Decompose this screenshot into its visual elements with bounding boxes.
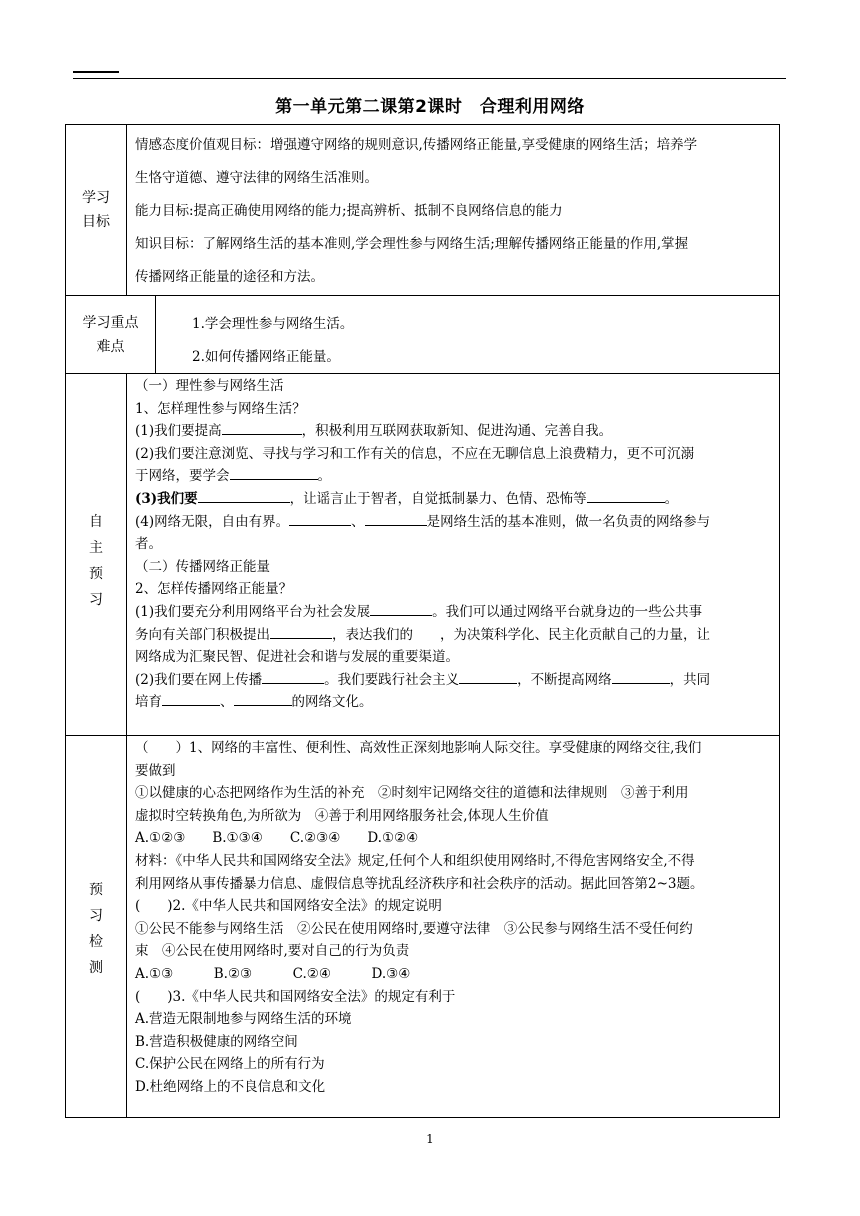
material-line: 材料：《中华人民共和国网络安全法》规定,任何个人和组织使用网络时,不得危害网络安全,不得 — [135, 852, 695, 869]
test-text — [135, 737, 704, 1099]
preview-line: (2)我们要注意浏览、寻找与学习和工作有关的信息，不应在无聊信息上浪费精力，更不可沉溺 — [135, 445, 695, 462]
preview-text — [135, 375, 710, 714]
choice-line: D.杜绝网络上的不良信息和文化 — [135, 1078, 326, 1095]
preview-line: 于网络，要学会 。 — [135, 465, 710, 488]
column-divider — [126, 125, 127, 295]
preview-line: (2)我们要在网上传播 。我们要践行社会主义 ，不断提高网络 ，共同 — [135, 669, 710, 692]
objective-line: 生恪守道德、遵守法律的网络生活准则。 — [135, 170, 378, 186]
answer-blank[interactable] — [230, 465, 318, 480]
test-label: 预 习 检 测 — [89, 882, 103, 976]
lesson-table — [65, 124, 780, 1118]
key-point-item: 2.如何传播网络正能量。 — [192, 349, 340, 365]
answer-blank[interactable] — [612, 669, 670, 684]
option-line: 虚拟时空转换角色,为所欲为 ④善于利用网络服务社会,体现人生价值 — [135, 807, 549, 824]
option-line: ①公民不能参与网络生活 ②公民在使用网络时,要遵守法律 ③公民参与网络生活不受任何约 — [135, 920, 693, 937]
header-rule — [73, 78, 786, 79]
question-heading: 1、怎样理性参与网络生活？ — [135, 400, 306, 417]
column-divider — [126, 373, 127, 1117]
section-heading: （二）传播网络正能量 — [135, 558, 270, 575]
answer-blank[interactable] — [270, 624, 332, 639]
objective-line: 传播网络正能量的途径和方法。 — [135, 269, 324, 285]
preview-line: (1)我们要充分利用网络平台为社会发展 。我们可以通过网络平台就身边的一些公共事 — [135, 601, 710, 624]
row-divider — [66, 373, 779, 374]
objective-line: 能力目标:提高正确使用网络的能力;提高辨析、抵制不良网络信息的能力 — [135, 203, 563, 219]
column-divider — [155, 295, 156, 373]
question-heading: 2、怎样传播网络正能量？ — [135, 581, 293, 598]
question-line: （ ）1、网络的丰富性、便利性、高效性正深刻地影响人际交往。享受健康的网络交往,我们 — [135, 740, 702, 756]
option-line: 束 ④公民在使用网络时,要对自己的行为负责 — [135, 943, 410, 960]
choice-line: A.①②③ B.①③④ C.②③④ D.①②④ — [135, 830, 419, 847]
page-title: 第一单元第二课第2课时 合理利用网络 — [275, 97, 585, 117]
preview-line: 培育 、 的网络文化。 — [135, 691, 710, 714]
choice-line: B.营造积极健康的网络空间 — [135, 1033, 298, 1050]
preview-line: 务向有关部门积极提出 ，表达我们的 ，为决策科学化、民主化贡献自己的力量，让 — [135, 624, 710, 647]
key-points-text — [192, 308, 353, 374]
key-point-item: 1.学会理性参与网络生活。 — [192, 316, 354, 332]
preview-line: (3)我们要 ，让谣言止于智者，自觉抵制暴力、色情、恐怖等 。 — [135, 488, 710, 511]
objective-line: 知识目标：了解网络生活的基本准则,学会理性参与网络生活;理解传播网络正能量的作用,掌握 — [135, 236, 689, 252]
answer-blank[interactable] — [262, 669, 324, 684]
preview-line: (1)我们要提高 ，积极利用互联网获取新知、促进沟通、完善自我。 — [135, 420, 710, 443]
choice-line: A.①③ B.②③ C.②④ D.③④ — [135, 965, 411, 982]
answer-blank[interactable] — [234, 691, 292, 706]
answer-blank[interactable] — [459, 669, 517, 684]
section-heading: （一）理性参与网络生活 — [135, 378, 284, 394]
answer-blank[interactable] — [370, 601, 432, 616]
preview-line: 者。 — [135, 536, 162, 553]
preview-line: 网络成为汇聚民智、促进社会和谐与发展的重要渠道。 — [135, 649, 459, 666]
answer-blank[interactable] — [587, 488, 665, 503]
question-line: 要做到 — [135, 762, 176, 779]
objective-line: 情感态度价值观目标：增强遵守网络的规则意识,传播网络正能量,享受健康的网络生活；培养学 — [135, 137, 698, 153]
objectives-label: 学习 目标 — [82, 190, 110, 230]
question-line: ( )3.《中华人民共和国网络安全法》的规定有利于 — [135, 988, 456, 1005]
answer-blank[interactable] — [222, 420, 302, 435]
header-rule-short — [73, 71, 119, 73]
row-divider — [66, 735, 779, 736]
preview-line: (4)网络无限，自由有界。 、 是网络生活的基本准则，做一名负责的网络参与 — [135, 511, 710, 534]
choice-line: C.保护公民在网络上的所有行为 — [135, 1056, 325, 1073]
row-divider — [66, 295, 779, 296]
choice-line: A.营造无限制地参与网络生活的环境 — [135, 1011, 352, 1028]
answer-blank[interactable] — [289, 511, 351, 526]
key-points-label: 学习重点 难点 — [82, 315, 139, 355]
answer-blank[interactable] — [198, 488, 290, 503]
page-number: 1 — [426, 1132, 434, 1146]
material-line: 利用网络从事传播暴力信息、虚假信息等扰乱经济秩序和社会秩序的活动。据此回答第2~3题。 — [135, 875, 704, 892]
answer-blank[interactable] — [162, 691, 220, 706]
option-line: ①以健康的心态把网络作为生活的补充 ②时刻牢记网络交往的道德和法律规则 ③善于利用 — [135, 785, 689, 802]
preview-label: 自 主 预 习 — [89, 514, 103, 608]
question-line: ( )2.《中华人民共和国网络安全法》的规定说明 — [135, 898, 442, 915]
objectives-text — [135, 129, 697, 294]
answer-blank[interactable] — [365, 511, 427, 526]
